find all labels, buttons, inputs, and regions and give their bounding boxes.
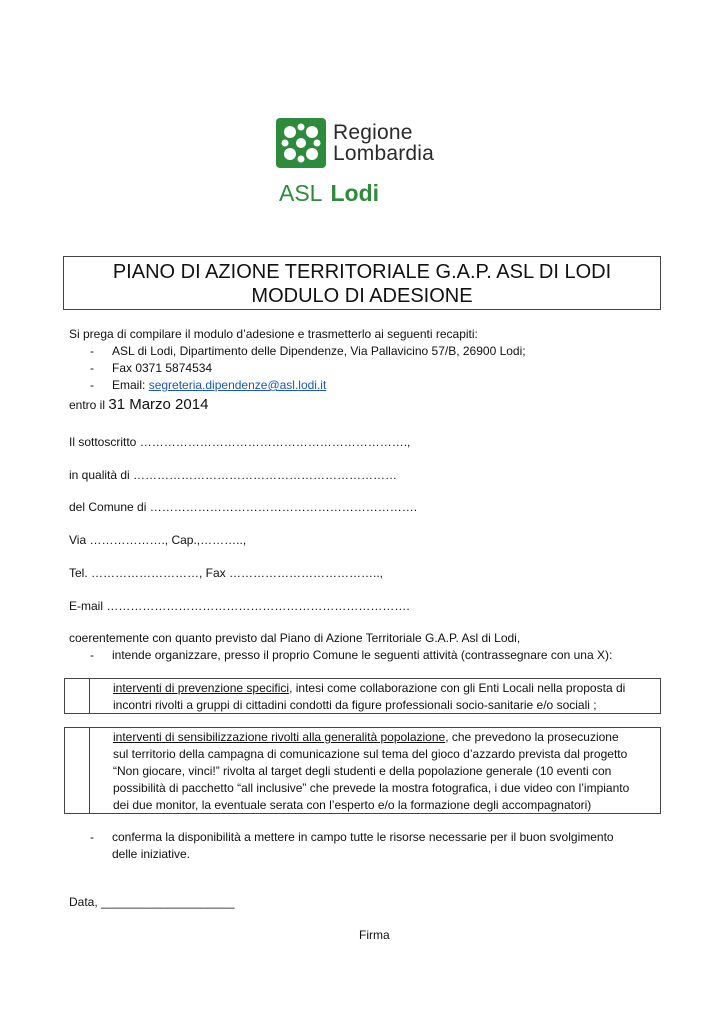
coerentemente-text: coerentemente con quanto previsto dal Piano di Azione Territoriale G.A.P. Asl di Lodi, bbox=[69, 631, 521, 645]
logo-regione-text: Regione bbox=[333, 121, 413, 144]
field-email[interactable]: E-mail …………………………………………………………………. bbox=[69, 599, 410, 613]
asl-text: ASL bbox=[279, 180, 323, 206]
checkbox-sensibilizzazione[interactable] bbox=[65, 728, 90, 813]
recipient-address: ASL di Lodi, Dipartimento delle Dipendenze, Via Pallavicino 57/B, 26900 Lodi; bbox=[112, 344, 526, 358]
logo-lombardia-text: Lombardia bbox=[333, 142, 435, 165]
deadline-prefix: entro il bbox=[69, 398, 109, 412]
firma-label: Firma bbox=[359, 928, 390, 942]
asl-city-text: Lodi bbox=[330, 180, 380, 206]
title-line-1: PIANO DI AZIONE TERRITORIALE G.A.P. ASL DI LODI bbox=[112, 261, 612, 283]
option-prevenzione bbox=[64, 678, 661, 714]
document-title-box bbox=[63, 256, 661, 310]
list-dash: - bbox=[90, 361, 94, 375]
deadline-date: 31 Marzo 2014 bbox=[108, 396, 209, 413]
option-text-line: , che prevedono la prosecuzione bbox=[445, 730, 619, 744]
option-prevenzione-text bbox=[113, 680, 625, 714]
recipient-item bbox=[90, 377, 326, 394]
conferma-item bbox=[90, 829, 614, 846]
option-text-line: possibilità di pacchetto “all inclusive” che prevede la mostra fotografica, i due video con l’impianto bbox=[113, 781, 630, 795]
option-text-line: , intesi come collaborazione con gli Enti Locali nella proposta di bbox=[289, 681, 626, 695]
rosa-camuna-icon bbox=[276, 118, 326, 168]
option-text-line: dei due monitor, la eventuale serata con l’esperto e/o la formazione degli accompagnatori) bbox=[113, 798, 592, 812]
recipient-item bbox=[90, 343, 526, 360]
regione-lombardia-logo-icon bbox=[276, 118, 326, 168]
field-qualita[interactable]: in qualità di ………………………………………………………… bbox=[69, 468, 398, 482]
title-line-2: MODULO DI ADESIONE bbox=[251, 285, 473, 307]
list-dash: - bbox=[90, 378, 94, 392]
recipient-item bbox=[90, 360, 212, 377]
field-comune[interactable]: del Comune di …………………………………………………………. bbox=[69, 500, 418, 514]
field-sottoscritto[interactable]: Il sottoscritto …………………………………………………………., bbox=[69, 435, 411, 449]
field-data[interactable]: Data, ____________________ bbox=[69, 895, 235, 909]
intende-item bbox=[90, 647, 612, 664]
option-sensibilizzazione bbox=[64, 727, 661, 814]
conferma-text-2: delle iniziative. bbox=[112, 847, 191, 861]
asl-lodi-logo bbox=[279, 180, 379, 206]
email-link[interactable]: segreteria.dipendenze@asl.lodi.it bbox=[148, 378, 327, 392]
list-dash: - bbox=[90, 830, 94, 844]
option-text-line: sul territorio della campagna di comunicazione sul tema del gioco d’azzardo prevista dal progetto bbox=[113, 747, 628, 761]
option-sensibilizzazione-text bbox=[113, 729, 629, 814]
list-dash: - bbox=[90, 344, 94, 358]
list-dash: - bbox=[90, 648, 94, 662]
field-via-cap[interactable]: Via ………………., Cap.,……….., bbox=[69, 533, 247, 547]
option-title: interventi di prevenzione specifici bbox=[113, 681, 290, 695]
recipient-fax: Fax 0371 5874534 bbox=[112, 361, 213, 375]
field-tel-fax[interactable]: Tel. ………………………, Fax ……………………………….., bbox=[69, 566, 384, 580]
deadline bbox=[69, 396, 208, 414]
option-text-line: “Non giocare, vinci!” rivolta al target degli studenti e della popolazione generale (10 eventi con bbox=[113, 764, 612, 778]
option-title: interventi di sensibilizzazione rivolti alla generalità popolazione bbox=[113, 730, 446, 744]
intro-text: Si prega di compilare il modulo d’adesione e trasmetterlo ai seguenti recapiti: bbox=[69, 327, 478, 341]
email-label: Email: bbox=[112, 378, 149, 392]
option-text-line: incontri rivolti a gruppi di cittadini condotti da figure professionali socio-sanitarie e/o sociali ; bbox=[113, 698, 597, 712]
checkbox-prevenzione[interactable] bbox=[65, 679, 90, 713]
intende-text: intende organizzare, presso il proprio Comune le seguenti attività (contrassegnare con una X): bbox=[112, 648, 613, 662]
conferma-text: conferma la disponibilità a mettere in campo tutte le risorse necessarie per il buon svolgimento bbox=[112, 830, 614, 844]
